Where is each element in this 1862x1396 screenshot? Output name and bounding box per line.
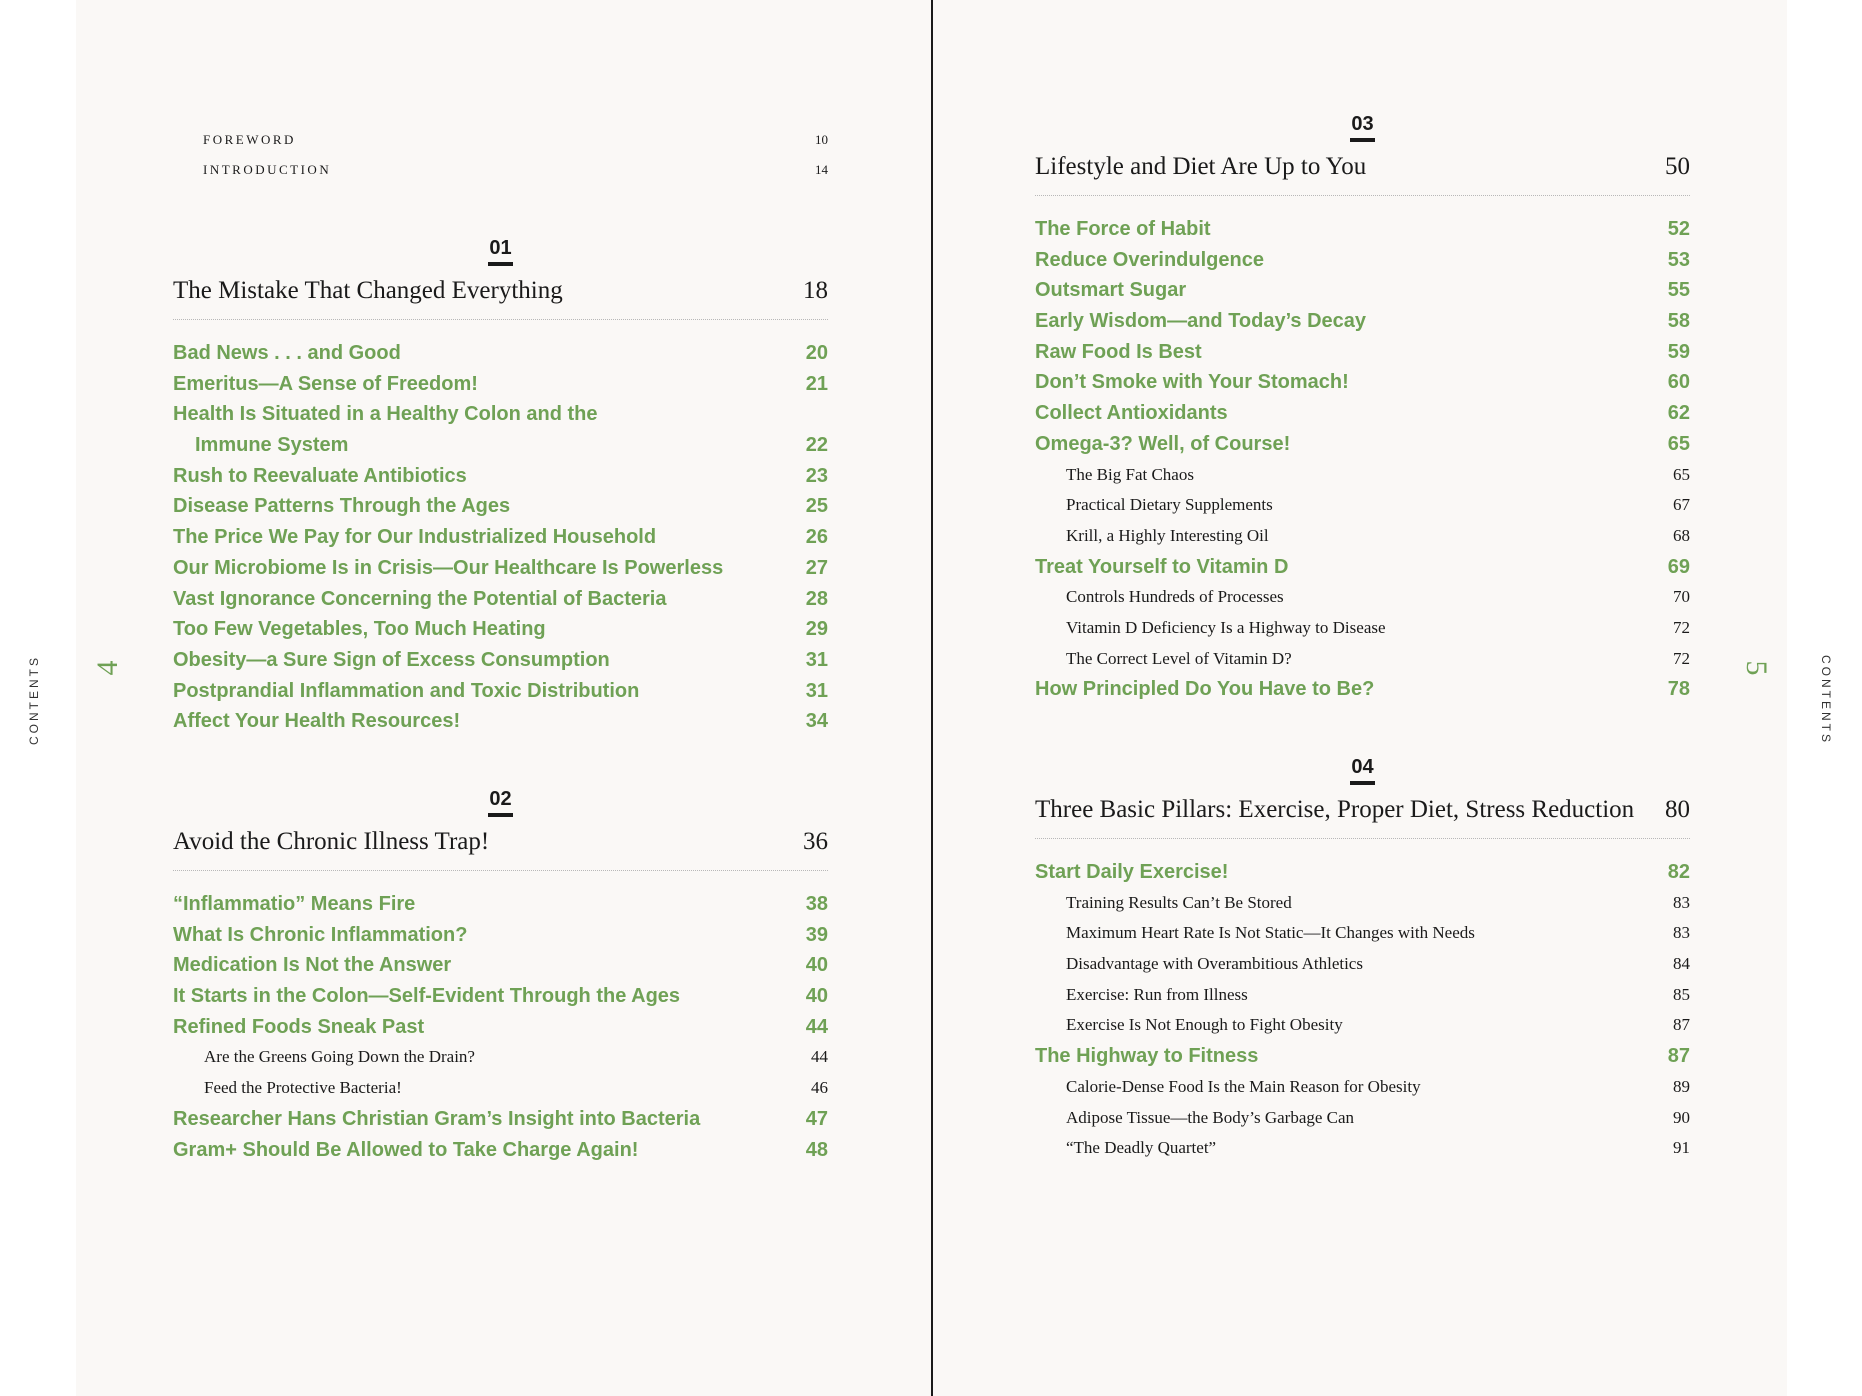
toc-entry[interactable]: [173, 889, 828, 920]
entry-label: Emeritus—A Sense of Freedom!: [173, 372, 478, 395]
toc-entry[interactable]: [173, 645, 828, 676]
toc-entry[interactable]: [173, 981, 828, 1012]
front-matter-label: INTRODUCTION: [203, 162, 332, 177]
toc-entry[interactable]: [173, 1104, 828, 1135]
entry-label: Too Few Vegetables, Too Much Heating: [173, 618, 546, 641]
entry-page: 69: [1667, 555, 1690, 578]
toc-subentry[interactable]: [1035, 980, 1690, 1011]
entry-page: 83: [1673, 892, 1690, 912]
entry-page: 27: [805, 556, 828, 579]
toc-entry[interactable]: [173, 522, 828, 553]
front-matter-item[interactable]: [203, 162, 828, 192]
entry-page: 90: [1673, 1107, 1690, 1127]
toc-subentry[interactable]: [173, 1073, 828, 1104]
entry-label: Vitamin D Deficiency Is a Highway to Disease: [1066, 617, 1386, 637]
entry-label: Affect Your Health Resources!: [173, 710, 461, 733]
entry-label: Raw Food Is Best: [1035, 340, 1202, 363]
chapter-page: 50: [1665, 153, 1690, 180]
entry-label: Outsmart Sugar: [1035, 279, 1187, 302]
front-matter-page: 10: [815, 132, 828, 147]
entry-label: Krill, a Highly Interesting Oil: [1066, 525, 1269, 545]
toc-entry[interactable]: [1035, 367, 1690, 398]
chapter-number: [173, 237, 828, 277]
toc-subentry[interactable]: [1035, 1103, 1690, 1134]
entry-label: Researcher Hans Christian Gram’s Insight into Bacteria: [173, 1107, 701, 1130]
entry-page: 22: [805, 434, 828, 457]
toc-subentry[interactable]: [1035, 888, 1690, 919]
book-gutter: [931, 0, 933, 1396]
entry-label: It Starts in the Colon—Self-Evident Through the Ages: [173, 985, 681, 1008]
page-number-right: 5: [1740, 660, 1773, 676]
entry-label: Vast Ignorance Concerning the Potential of Bacteria: [173, 587, 667, 610]
entry-page: 72: [1673, 648, 1690, 668]
entry-label: Immune System: [195, 434, 349, 457]
toc-entry[interactable]: [1035, 1041, 1690, 1072]
entry-page: 78: [1667, 678, 1690, 701]
entry-page: 40: [805, 985, 828, 1008]
entry-label: “The Deadly Quartet”: [1066, 1138, 1217, 1158]
entry-label: Medication Is Not the Answer: [173, 954, 452, 977]
entry-page: 46: [811, 1078, 828, 1098]
toc-subentry[interactable]: [1035, 1072, 1690, 1103]
entry-page: 72: [1673, 617, 1690, 637]
entry-label: “Inflammatio” Means Fire: [173, 893, 416, 915]
entry-label: How Principled Do You Have to Be?: [1035, 678, 1375, 701]
front-matter-item[interactable]: [203, 132, 828, 162]
entry-page: 67: [1673, 495, 1690, 515]
entry-page: 21: [805, 372, 828, 395]
entry-page: 82: [1667, 861, 1690, 883]
chapter-number-text: 01: [488, 237, 512, 266]
chapter-page: 80: [1665, 796, 1690, 823]
entry-label: Disadvantage with Overambitious Athletics: [1066, 954, 1363, 974]
chapter-title-row[interactable]: [173, 828, 828, 871]
chapter-number: [173, 788, 828, 828]
toc-entry[interactable]: [1035, 857, 1690, 888]
chapter-number: [1035, 113, 1690, 153]
toc-entry[interactable]: [173, 1135, 828, 1166]
entry-label: Obesity—a Sure Sign of Excess Consumption: [173, 648, 610, 671]
entry-label: Our Microbiome Is in Crisis—Our Healthcare Is Powerless: [173, 556, 724, 579]
entry-label: Treat Yourself to Vitamin D: [1035, 555, 1289, 578]
toc-entry[interactable]: [1035, 275, 1690, 306]
entry-page: 48: [805, 1138, 828, 1161]
entry-label: Bad News . . . and Good: [173, 342, 401, 364]
toc-entry[interactable]: [173, 706, 828, 737]
entry-label: Health Is Situated in a Healthy Colon and the: [173, 403, 598, 426]
entry-label: Don’t Smoke with Your Stomach!: [1035, 371, 1349, 394]
front-matter-page: 14: [815, 162, 828, 177]
chapter-03: [1035, 113, 1690, 705]
toc-entry[interactable]: [173, 461, 828, 492]
chapter-page: 18: [803, 277, 828, 304]
entry-page: 26: [805, 526, 828, 549]
side-label-left: CONTENTS: [27, 655, 41, 745]
toc-subentry[interactable]: [1035, 582, 1690, 613]
chapter-title-row[interactable]: [173, 277, 828, 320]
toc-entry[interactable]: [173, 584, 828, 615]
entry-label: Feed the Protective Bacteria!: [204, 1078, 402, 1098]
entry-label: Start Daily Exercise!: [1035, 861, 1229, 883]
toc-subentry[interactable]: [1035, 949, 1690, 980]
entry-label: Calorie-Dense Food Is the Main Reason for Obesity: [1066, 1076, 1421, 1096]
entry-page: 52: [1667, 218, 1690, 240]
toc-entry[interactable]: [1035, 429, 1690, 460]
chapter-title: Lifestyle and Diet Are Up to You: [1035, 153, 1367, 180]
entry-page: 85: [1673, 984, 1690, 1004]
entry-page: 39: [805, 923, 828, 946]
entry-label: Omega-3? Well, of Course!: [1035, 432, 1291, 455]
entry-label: Refined Foods Sneak Past: [173, 1015, 425, 1038]
entry-label: What Is Chronic Inflammation?: [173, 923, 468, 946]
chapter-02: [173, 788, 828, 1165]
toc-entry[interactable]: [173, 338, 828, 369]
toc-entry[interactable]: [173, 430, 828, 461]
entry-label: The Price We Pay for Our Industrialized Household: [173, 526, 657, 549]
entry-page: 29: [805, 618, 828, 641]
side-label-right: CONTENTS: [1819, 655, 1833, 745]
entry-page: 55: [1667, 279, 1690, 302]
entry-label: Postprandial Inflammation and Toxic Distribution: [173, 679, 640, 702]
entry-label: Practical Dietary Supplements: [1066, 495, 1273, 515]
toc-entry[interactable]: [1035, 245, 1690, 276]
entry-page: 89: [1673, 1076, 1690, 1096]
chapter-number-text: 02: [488, 788, 512, 817]
toc-entry[interactable]: [173, 1012, 828, 1043]
toc-entry[interactable]: [1035, 674, 1690, 705]
chapter-number-text: 04: [1350, 756, 1374, 785]
front-matter: [203, 132, 828, 192]
entry-page: 53: [1667, 248, 1690, 271]
entry-page: 44: [805, 1015, 828, 1038]
toc-entry[interactable]: [173, 399, 828, 430]
toc-entry[interactable]: [173, 369, 828, 400]
entry-label: The Force of Habit: [1035, 218, 1211, 240]
entry-page: 44: [811, 1047, 828, 1067]
entry-page: 83: [1673, 923, 1690, 943]
entry-page: 20: [805, 342, 828, 364]
chapter-title-row[interactable]: [1035, 153, 1690, 196]
entry-page: 34: [805, 710, 828, 733]
entry-page: 87: [1673, 1015, 1690, 1035]
entry-label: Maximum Heart Rate Is Not Static—It Changes with Needs: [1066, 923, 1475, 943]
page-number-left: 4: [91, 660, 124, 676]
toc-entry[interactable]: [173, 950, 828, 981]
entry-label: Collect Antioxidants: [1035, 402, 1228, 425]
toc-entry[interactable]: [173, 491, 828, 522]
entry-page: 62: [1667, 402, 1690, 425]
toc-entry[interactable]: [173, 920, 828, 951]
toc-subentry[interactable]: [1035, 918, 1690, 949]
chapter-04: [1035, 756, 1690, 1164]
entry-page: 84: [1673, 954, 1690, 974]
toc-entry[interactable]: [1035, 552, 1690, 583]
entry-page: 23: [805, 464, 828, 487]
entry-page: 91: [1673, 1138, 1690, 1158]
entry-page: 58: [1667, 310, 1690, 333]
toc-subentry[interactable]: [1035, 644, 1690, 675]
entry-label: The Highway to Fitness: [1035, 1045, 1259, 1068]
entry-page: 59: [1667, 340, 1690, 363]
toc-subentry[interactable]: [1035, 1133, 1690, 1164]
toc-entry[interactable]: [1035, 306, 1690, 337]
entry-label: Reduce Overindulgence: [1035, 248, 1264, 271]
entry-page: 68: [1673, 525, 1690, 545]
entry-page: 31: [805, 679, 828, 702]
entry-label: The Big Fat Chaos: [1066, 464, 1194, 484]
entry-label: Exercise: Run from Illness: [1066, 984, 1248, 1004]
entry-label: Gram+ Should Be Allowed to Take Charge Again!: [173, 1138, 639, 1161]
entry-page: 28: [805, 587, 828, 610]
entry-page: 47: [805, 1107, 828, 1130]
entry-page: 40: [805, 954, 828, 977]
entry-label: Early Wisdom—and Today’s Decay: [1035, 310, 1367, 333]
chapter-page: 36: [803, 828, 828, 855]
toc-entry[interactable]: [173, 676, 828, 707]
entry-page: 60: [1667, 371, 1690, 394]
front-matter-label: FOREWORD: [203, 132, 296, 147]
entry-page: 70: [1673, 587, 1690, 607]
chapter-title: Three Basic Pillars: Exercise, Proper Diet, Stress Reduction: [1035, 796, 1635, 823]
chapter-title-row[interactable]: [1035, 796, 1690, 839]
chapter-title: Avoid the Chronic Illness Trap!: [173, 828, 490, 855]
toc-subentry[interactable]: [1035, 490, 1690, 521]
toc-entry[interactable]: [173, 553, 828, 584]
entry-label: Exercise Is Not Enough to Fight Obesity: [1066, 1015, 1343, 1035]
toc-subentry[interactable]: [1035, 460, 1690, 491]
entry-page: 38: [805, 893, 828, 915]
entry-label: Adipose Tissue—the Body’s Garbage Can: [1066, 1107, 1355, 1127]
toc-subentry[interactable]: [173, 1042, 828, 1073]
chapter-title: The Mistake That Changed Everything: [173, 277, 563, 304]
toc-subentry[interactable]: [1035, 521, 1690, 552]
entry-label: Rush to Reevaluate Antibiotics: [173, 464, 467, 487]
chapter-number-text: 03: [1350, 113, 1374, 142]
entry-label: Are the Greens Going Down the Drain?: [204, 1047, 475, 1067]
entry-label: Controls Hundreds of Processes: [1066, 587, 1284, 607]
entry-label: The Correct Level of Vitamin D?: [1066, 648, 1292, 668]
entry-page: 87: [1667, 1045, 1690, 1068]
toc-subentry[interactable]: [1035, 1010, 1690, 1041]
entry-page: 65: [1673, 464, 1690, 484]
entry-label: Disease Patterns Through the Ages: [173, 495, 511, 518]
entry-page: 31: [805, 648, 828, 671]
toc-entry[interactable]: [1035, 214, 1690, 245]
entry-page: 65: [1667, 432, 1690, 455]
entry-page: 25: [805, 495, 828, 518]
chapter-number: [1035, 756, 1690, 796]
toc-entry[interactable]: [173, 614, 828, 645]
entry-label: Training Results Can’t Be Stored: [1066, 892, 1292, 912]
chapter-01: [173, 237, 828, 737]
toc-subentry[interactable]: [1035, 613, 1690, 644]
toc-entry[interactable]: [1035, 337, 1690, 368]
toc-entry[interactable]: [1035, 398, 1690, 429]
